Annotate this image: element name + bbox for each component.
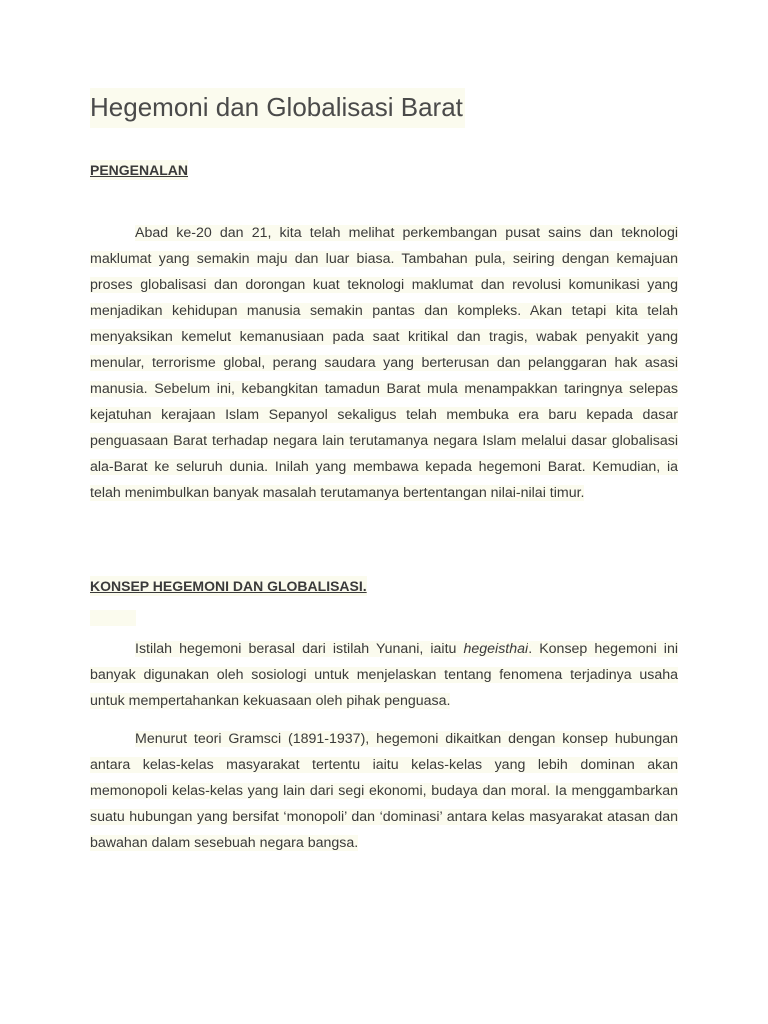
section-heading-pengenalan: PENGENALAN: [90, 162, 189, 178]
paragraph-text: Abad ke-20 dan 21, kita telah melihat perkembangan pusat sains dan teknologi maklumat yang semakin maju dan luar biasa. Tambahan pula, seiring dengan kemajuan proses globalisasi dan dorongan kuat teknologi maklumat dan revolusi komunikasi yang menjadikan kehidupan manusia semakin pantas dan kompleks. Akan tetapi kita telah menyaksikan kemelut kemanusiaan pada saat kritikal dan tragis, wabak penyakit yang menular, terrorisme global, perang saudara yang berterusan dan pelanggaran hak asasi manusia. Sebelum ini, kebangkitan tamadun Barat mula menampakkan taringnya selepas kejatuhan kerajaan Islam Sepanyol sekaligus telah membuka era baru kepada dasar penguasaan Barat terhadap negara lain terutamanya negara Islam melalui dasar globalisasi ala-Barat ke seluruh dunia. Inilah yang membawa kepada hegemoni Barat. Kemudian, ia telah menimbulkan banyak masalah terutamanya bertentangan nilai-nilai timur.: [90, 225, 678, 501]
paragraph-text-part2: . Konsep hegemoni ini banyak digunakan oleh sosiologi untuk menjelaskan tentang fenomena terjadinya usaha untuk mempertahankan kekuasaan oleh pihak penguasa.: [90, 641, 678, 709]
italic-term: hegeisthai: [463, 641, 529, 657]
document-title: Hegemoni dan Globalisasi Barat: [90, 88, 465, 128]
paragraph-pengenalan: [90, 220, 678, 506]
paragraph-istilah: [90, 636, 678, 714]
paragraph-text-part1: Istilah hegemoni berasal dari istilah Yunani, iaitu: [135, 641, 464, 657]
section-heading-konsep: KONSEP HEGEMONI DAN GLOBALISASI.: [90, 578, 367, 594]
paragraph-text: Menurut teori Gramsci (1891-1937), hegemoni dikaitkan dengan konsep hubungan antara kelas-kelas masyarakat tertentu iaitu kelas-kelas yang lebih dominan akan memonopoli kelas-kelas yang lain dari segi ekonomi, budaya dan moral. Ia menggambarkan suatu hubungan yang bersifat ‘monopoli’ dan ‘dominasi’ antara kelas masyarakat atasan dan bawahan dalam sesebuah negara bangsa.: [90, 731, 678, 851]
empty-highlighted-line: [90, 610, 136, 626]
paragraph-gramsci: [90, 726, 678, 856]
